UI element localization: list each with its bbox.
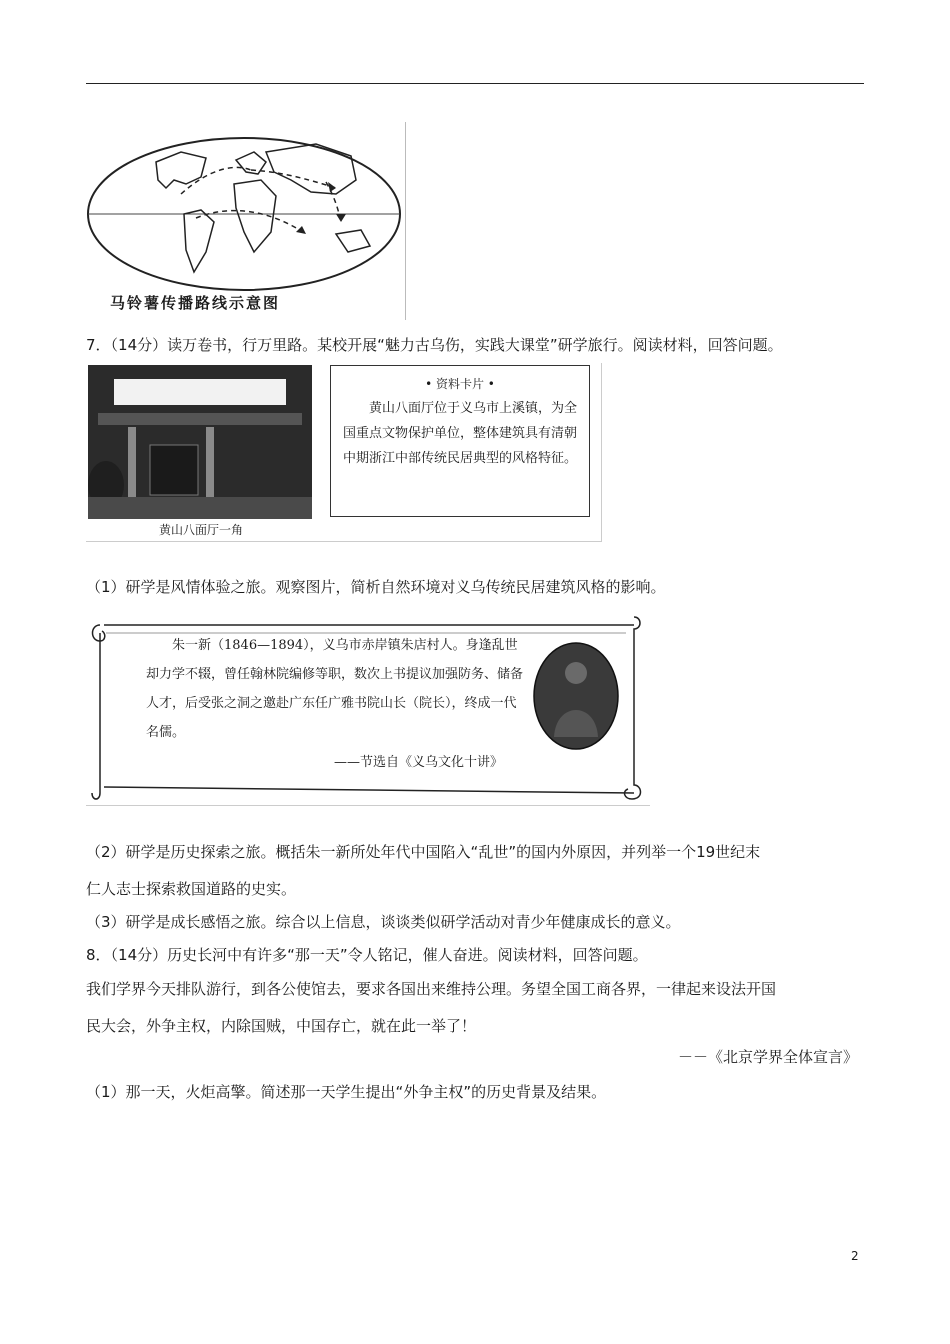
question-7-sub-2-line-2: 仁人志士探索救国道路的史实。 xyxy=(86,880,297,898)
question-8-material-line-1: 我们学界今天排队游行，到各公使馆去，要求各国出来维持公理。务望全国工商各界，一律起来设法开国 xyxy=(86,980,777,998)
scroll-biography-text: 朱一新（1846—1894），义乌市赤岸镇朱店村人。身逢乱世却力学不辍，曾任翰林院编修等职，数次上书提议加强防务、储备人才，后受张之洞之邀赴广东任广雅书院山长（院长），终成一代名儒。 xyxy=(146,638,524,740)
zhu-yixin-scroll-figure xyxy=(86,603,650,806)
question-7-figure xyxy=(86,363,602,542)
page-number: 2 xyxy=(851,1249,859,1263)
photo-caption: 黄山八面厅一角 xyxy=(158,523,243,537)
question-8-material-line-2: 民大会，外争主权，内除国贼，中国存亡，就在此一举了！ xyxy=(86,1017,477,1035)
question-7-sub-3: （3）研学是成长感悟之旅。综合以上信息，谈谈类似研学活动对青少年健康成长的意义。 xyxy=(86,913,681,931)
question-8-stem: 8．（14分）历史长河中有许多“那一天”令人铭记，催人奋进。阅读材料，回答问题。 xyxy=(86,946,648,964)
question-8-sub-1: （1）那一天，火炬高擎。简述那一天学生提出“外争主权”的历史背景及结果。 xyxy=(86,1083,607,1101)
figure-frame xyxy=(405,122,406,320)
question-7-sub-1: （1）研学是风情体验之旅。观察图片，简析自然环境对义乌传统民居建筑风格的影响。 xyxy=(86,578,666,596)
scroll-source: ——节选自《义乌文化十讲》 xyxy=(334,755,504,770)
world-map-image xyxy=(86,122,406,292)
info-card xyxy=(330,365,590,517)
question-7-sub-2-line-1: （2）研学是历史探索之旅。概括朱一新所处年代中国陷入“乱世”的国内外原因，并列举一个19世纪末 xyxy=(86,843,761,861)
question-7-stem: 7．（14分）读万卷书，行万里路。某校开展“魅力古乌伤，实践大课堂”研学旅行。阅读材料，回答问题。 xyxy=(86,336,783,354)
courtyard-photo xyxy=(88,365,312,519)
zhu-yixin-portrait xyxy=(532,641,620,751)
potato-route-map-figure xyxy=(86,122,406,320)
info-card-body: 黄山八面厅位于义乌市上溪镇，为全国重点文物保护单位，整体建筑具有清朝中期浙江中部传统民居典型的风格特征。 xyxy=(343,401,578,466)
header-rule xyxy=(86,83,864,84)
info-card-title: • 资料卡片 • xyxy=(425,377,495,391)
question-8-source: －－《北京学界全体宣言》 xyxy=(677,1048,858,1066)
map-caption: 马铃薯传播路线示意图 xyxy=(110,294,281,312)
